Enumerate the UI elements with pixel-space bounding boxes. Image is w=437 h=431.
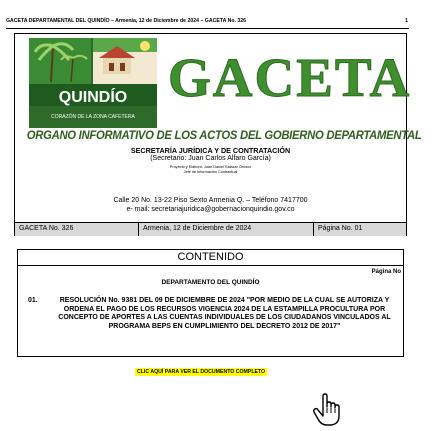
gazette-reference: GACETA DEPARTAMENTAL DEL QUINDÍO – Armenia, 12 de Diciembre de 2024 – GACETA No. 326 (6, 18, 247, 24)
address: Calle 20 No. 13-22 Piso Sexto Armenia Q. – Teléfono 7417700 (113, 197, 308, 204)
logo-wordmark: QUINDÍO (58, 89, 128, 106)
prepared-by-name: Proyectó y Elaboró: Juan Daniel Salazar Orozco (169, 165, 252, 169)
contents-item-text: RESOLUCIÓN No. 9381 DEL 09 DE DICIEMBRE DE 2024 "POR MEDIO DE LA CUAL SE AUTORIZA Y ORDENA EL PAGO DE LOS RECURSOS VIGENCIA 2024 DE LA ESTAMPILLA PROCULTURA POR CONCEPTO DE APORTES A LAS CUENTAS INDIVIDUALES DE LOS CIUDADANOS VINCULADOS AL PROGRAMA BEPS EN CUMPLIMIENTO DEL DECRETO 2012 DE 2017" (58, 297, 391, 330)
hand-pointer-icon[interactable] (312, 393, 342, 427)
issue-date: Armenia, 12 de Diciembre de 2024 (139, 223, 314, 236)
masthead (14, 33, 422, 236)
logo-tagline: CORAZÓN DE LA ZONA CAFETERA (51, 114, 135, 120)
gazette-title: GACETA (168, 47, 412, 108)
contents-title: CONTENIDO (18, 250, 403, 266)
view-full-document-link[interactable]: CLIC AQUÍ PARA VER EL DOCUMENTO COMPLETO (137, 369, 266, 375)
issue-page: Página No. 01 (318, 225, 363, 232)
department-heading: DEPARTAMENTO DEL QUINDÍO (161, 279, 260, 286)
secretario-name: (Secretario: Juan Carlos Alfaro García) (150, 155, 271, 162)
secretaria-name: SECRETARÍA JURÍDICA Y DE CONTRATACIÓN (130, 146, 291, 155)
contents-item-number: 01. (28, 297, 38, 304)
gaceta-number: GACETA No. 326 (15, 223, 139, 236)
issue-info-bar (15, 222, 406, 236)
gazette-reference-line (6, 18, 409, 29)
prepared-by (15, 165, 406, 174)
organo-heading: ORGANO INFORMATIVO DE LOS ACTOS DEL GOBIERNO DEPARTAMENTAL (26, 128, 422, 142)
prepared-by-role: Jefe de Información Contractual (183, 169, 238, 174)
page-number: 1 (405, 18, 408, 24)
contents-box (17, 249, 404, 357)
email: e- mail: secretariajuridica@gobernacionquindio.gov.co (126, 206, 295, 213)
page-column-header: Página No (371, 269, 401, 275)
quindio-logo (29, 38, 157, 128)
